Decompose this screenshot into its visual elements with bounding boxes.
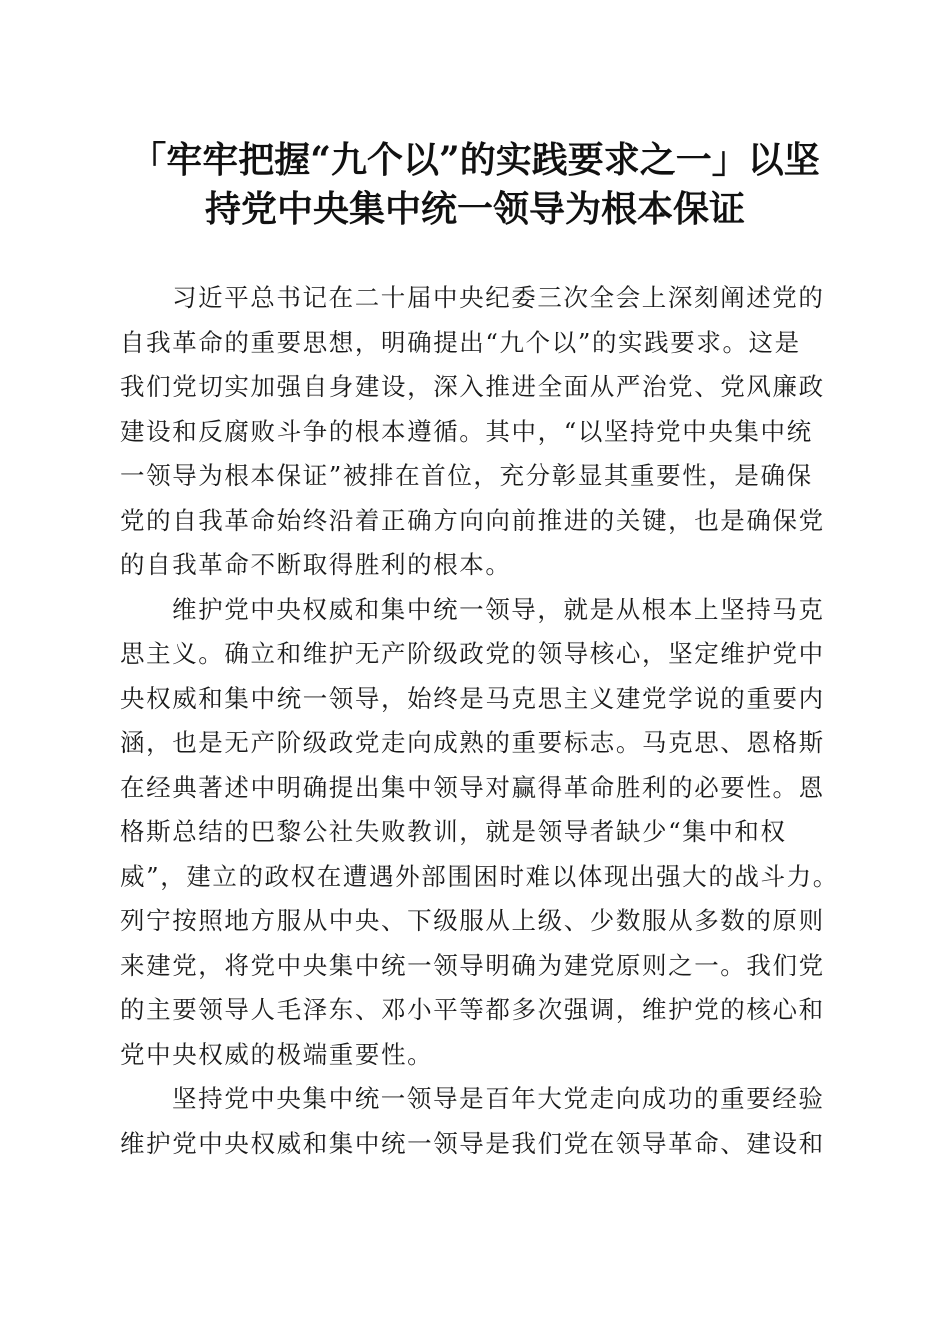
text-line: 思主义。确立和维护无产阶级政党的领导核心，坚定维护党中: [120, 639, 825, 668]
text-line: 党的自我革命始终沿着正确方向向前推进的关键，也是确保党: [120, 505, 825, 535]
text-line: 涵，也是无产阶级政党走向成熟的重要标志。马克思、恩格斯: [120, 728, 825, 757]
text-line: 格斯总结的巴黎公社失败教训，就是领导者缺少“集中和权: [120, 817, 787, 846]
text-line: 建设和反腐败斗争的根本遵循。其中，“以坚持党中央集中统: [120, 416, 813, 446]
text-line: 列宁按照地方服从中央、下级服从上级、少数服从多数的原则: [120, 906, 825, 935]
title-line: 持党中央集中统一领导为根本保证: [204, 188, 745, 230]
text-line: 在经典著述中明确提出集中领导对赢得革命胜利的必要性。恩: [120, 772, 825, 802]
paragraph-2: [120, 588, 839, 1078]
text-line: 央权威和集中统一领导，始终是马克思主义建党学说的重要内: [120, 683, 825, 713]
text-line: 自我革命的重要思想，明确提出“九个以”的实践要求。这是: [120, 327, 801, 357]
text-line: 我们党切实加强自身建设，深入推进全面从严治党、党风廉政: [120, 372, 825, 401]
text-line: 的自我革命不断取得胜利的根本。: [120, 550, 512, 579]
text-line: 坚持党中央集中统一领导是百年大党走向成功的重要经验: [172, 1084, 825, 1113]
paragraph-3: [120, 1077, 830, 1166]
text-line: 来建党，将党中央集中统一领导明确为建党原则之一。我们党: [120, 950, 825, 980]
text-line: 威”，建立的政权在遭遇外部围困时难以体现出强大的战斗力。: [120, 861, 839, 891]
document-title: [120, 136, 830, 234]
document-body: [120, 276, 839, 1166]
paragraph-1: [120, 276, 830, 588]
text-line: 习近平总书记在二十届中央纪委三次全会上深刻阐述党的: [172, 283, 825, 312]
title-line: 「牢牢把握“九个以”的实践要求之一」以坚: [130, 139, 820, 181]
text-line: 的主要领导人毛泽东、邓小平等都多次强调，维护党的核心和: [120, 995, 825, 1024]
text-line: 党中央权威的极端重要性。: [120, 1039, 434, 1069]
text-line: 维护党中央权威和集中统一领导是我们党在领导革命、建设和: [120, 1128, 825, 1158]
text-line: 维护党中央权威和集中统一领导，就是从根本上坚持马克: [172, 594, 825, 624]
text-line: 一领导为根本保证”被排在首位，充分彰显其重要性，是确保: [120, 461, 813, 490]
